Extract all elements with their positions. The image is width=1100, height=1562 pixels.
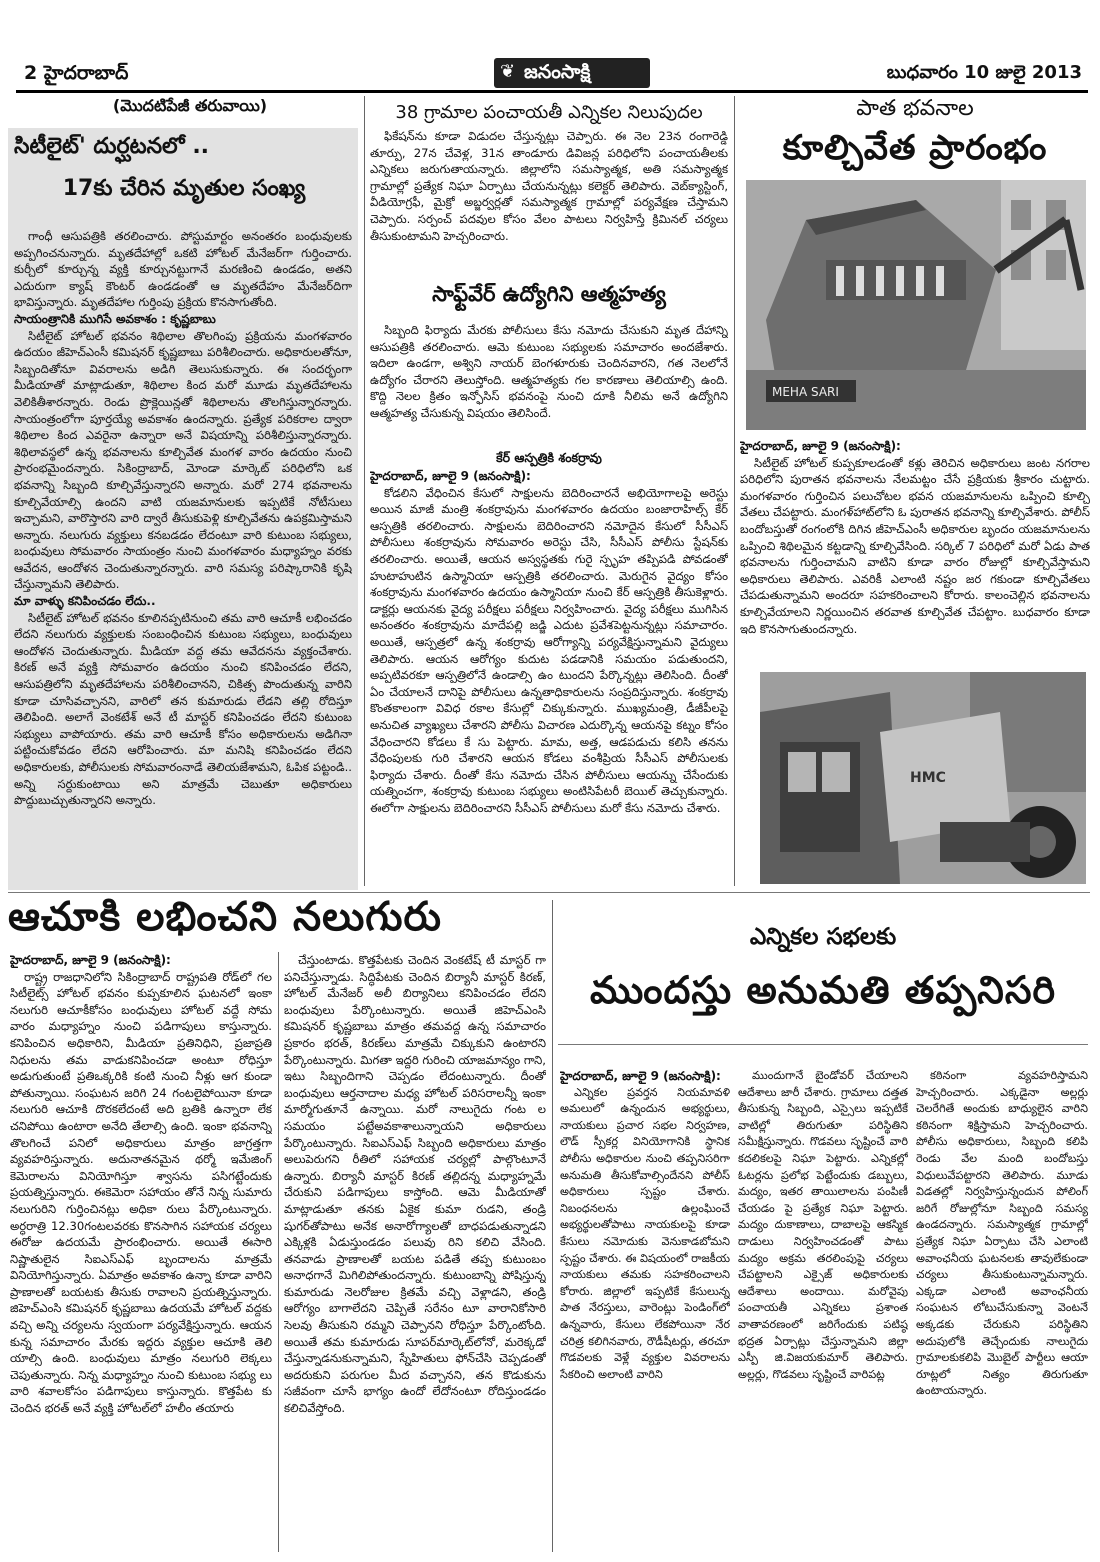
care-hospital-dateline: హైదరాబాద్, జూలై 9 (జనంసాక్షి): xyxy=(370,469,531,483)
issue-date: బుధవారం 10 జులై 2013 xyxy=(886,62,1082,83)
software-headline: సాఫ్ట్‌వేర్ ఉద్యోగిని ఆత్మహత్య xyxy=(432,282,666,306)
missing-four-col-a xyxy=(10,952,272,1552)
missing-four-para-a: రాష్ట్ర రాజధానిలోని సికింద్రాబాద్ రాష్ట్రపతి రోడ్‌లో గల సిటీలైట్స్ హోటల్ భవనం కుప్పకూలిన ఘటనలో ఇంకా నలుగురి ఆచూకీకోసం బంధువులు హోటల్ వద్దే సోమ వారం మధ్యాహ్నం నుంచి పడిగాపులు కాస్తున్నారు. కనిపించిన అధికారిని, మీడియా ప్రతినిధిని, ప్రజాప్రతి నిధులను తమ వాడుకనిపించడా అంటూ రోధిస్తూ అడుగుతుంటే ప్రతిఒక్కరికి కంటి నుంచి నీళ్లు ఆగ కుండా పోతున్నాయి. సంఘటన జరిగి 24 గంటలైపోయినా కూడా నలుగురి ఆచూకి దొరకలేదంటే అది బ్రతికి ఉన్నారా లేక చనిపోయి ఉంటారా అనేది తేలాల్సి ఉంది. ఇంకా భవనాన్ని తొలగించే పనిలో అధికారులు మాత్రం జాగ్రత్తగా వ్యవహరిస్తున్నారు. అదునాతనమైన థర్మో ఇమేజింగ్ కెమెరాలను వినియోగిస్తూ శ్వాసను పసిగట్టేందుకు ప్రయత్నిస్తున్నారు. ఈకెమెరా సహాయం తోనే నిన్న సుమారు నలుగురిని గుర్తించినట్లు అధికా రులు పేర్కొంటున్నారు. అర్ధరాత్రి 12.30గంటలవరకు కొనసాగిన సహాయక చర్యలు ఈరోజు ఉదయమే ప్రారంభించారు. అయితే ఈసారి నిష్ణాతులైన సిఐఎస్ఎఫ్ బృందాలను మాత్రమే వినియోగిస్తున్నారు. ఏమాత్రం అవకాశం ఉన్నా కూడా వారిని ప్రాణాలతో బయటకు తీసుకు రావాలని ప్రయత్నిస్తున్నారు. జిహెచ్ఎంసి కమిషనర్ కృష్ణబాబు ఉదయమే హోటల్ వద్దకు వచ్చి అన్ని చర్యలను స్వయంగా పర్యవేక్షిస్తున్నారు. ఆయన కున్న సమాచారం మేరకు ఇద్దరు వ్యక్తుల ఆచూకి తెలి యాల్సి ఉంది. బంధువులు మాత్రం నలుగురి లెక్కలు చెపుతున్నారు. నిన్న మధ్యాహ్నం నుంచి కుటుంబ సభ్యు లు వారి శవాలకోసం పడిగాపులు కాస్తున్నారు. కొత్తపేట కు చెందిన భరత్ అనే వ్యక్తి హోటల్‌లో హలీం తయారు xyxy=(10,969,272,1416)
demolition-kicker: పాత భవనాల xyxy=(856,96,974,121)
citylight-subhead-2: మా వాళ్ళు కనిపించడం లేదు.. xyxy=(14,594,156,609)
election-headline: ముందస్తు అనుమతి తప్పనిసరి xyxy=(589,968,1057,1012)
demolition-photo-2 xyxy=(760,672,1086,884)
election-para-b: ముందుగానే బైండోవర్ చేయాలని ఆదేశాలు జారీ చేశారు. గ్రామాలు దత్తత తీసుకున్న సిబ్బంది, ఎస్సైలు ఇప్పటికే వాటిల్లో తిరుగుతూ పరిస్థితిని సమీక్షిస్తున్నారు. గొడవలు సృష్టించే వారి కదలికలపై నిఘా పెట్టారు. ఎన్నికల్లో ఓటర్లను ప్రలోభ పెట్టేందుకు డబ్బులు, మద్యం, ఇతర తాయిలాలను పంపిణీ చేయడం పై ప్రత్యేక నిఘా పెట్టారు. మద్యం దుకాణాలు, దాబాలపై ఆకస్మిక దాడులు నిర్వహించడంతో పాటు మద్యం అక్రమ తరలింపుపై చర్యలు చేపట్టాలని ఎక్సైజ్ అధికారులకు ఆదేశాలు అందాయి. మరోవైపు పంచాయతీ ఎన్నికలు ప్రశాంత వాతావరణంలో జరిగేందుకు పటిష్ఠ భద్రత ఏర్పాట్లు చేస్తున్నామని జిల్లా ఎస్పీ జి.విజయకుమార్ తెలిపారు. అల్లర్లు, గొడవలు సృష్టించే వారిపట్ల xyxy=(738,1069,908,1381)
election-rule xyxy=(558,1044,1088,1045)
election-para-a: ఎన్నికల ప్రవర్తన నియమావళి అమలులో ఉన్నందున అభ్యర్థులు, నాయకులు ప్రచార సభల నిర్వహణ, లౌడ్ స్పీకర్ల వినియోగానికి స్థానిక పోలీసు అధికారుల నుంచి తప్పనిసరిగా అనుమతి తీసుకోవాల్సిందేనని పోలీస్ అధికారులు స్పష్టం చేశారు. నిబంధనలను ఉల్లంఘించే అభ్యర్థులతోపాటు నాయకులపై కూడా కేసులు నమోదుకు వెనుకాడబోమని స్పష్టం చేశారు. ఈ విషయంలో రాజకీయ నాయకులు తమకు సహకరించాలని కోరారు. జిల్లాలో ఇప్పటికే కేసులున్న పాత నేరస్తులు, వారెంట్లు పెండింగ్‌లో ఉన్నవారు, కేసులు లేకపోయినా నేర చరిత్ర కలిగినవారు, రౌడీషీటర్లు, తరచూ గొడవలకు వెళ్లే వ్యక్తుల వివరాలను సేకరించి అలాంటి వారిని xyxy=(560,1085,730,1381)
shop-sign: MEHA SARI xyxy=(772,385,839,399)
citylight-headline-1: సిటీలైట్' దుర్ఘటనలో .. xyxy=(14,134,210,159)
logo-leaf-icon: ❦ xyxy=(500,61,516,82)
machine-label: HMC xyxy=(910,770,946,786)
citylight-para-3: సిటీలైట్ హోటల్ భవనం కూలినప్పటినుంచి తమ వారి ఆచూకీ లభించడం లేదని నలుగురు వ్యక్తులకు సంబంధించిన కుటుంబ సభ్యులు, బంధువులు ఆందోళన చెందుతున్నారు. మీడియా వద్ద తమ ఆవేదనను వ్యక్తంచేశారు. కిరణ్ అనే వ్యక్తి సోమవారం ఉదయం నుంచి కనిపించడం లేదని, ఆసుపత్రిలోని మృతదేహాలను పరిశీలించానని, చికిత్స పొందుతున్న వారిని కూడా చూసివచ్చానని, వారిలో తన కుమారుడు లేడని తల్లి రోదిస్తూ తెలిపింది. అలాగే వెంకటేశ్ అనే టీ మాస్టర్ కనిపించడం లేదని కుటుంబ సభ్యులు వాపోయారు. తమ వారి ఆచూకీ కోసం అధికారులను అడిగినా పట్టించుకోవడం లేదని ఆరోపించారు. మా మనిషి కనిపించడం లేదని అధికారులకు, పోలీసులకు సోమవారంనాడే తెలియజేశామని, ఓపిక పట్టండి.. అన్ని సర్దుకుంటాయి అని మాత్రమే చెబుతూ అధికారులు పొద్దుబుచ్చుతున్నారని అన్నారు. xyxy=(14,610,352,808)
missing-four-dateline: హైదరాబాద్, జూలై 9 (జనంసాక్షి): xyxy=(10,953,171,967)
paper-name: జనంసాక్షి xyxy=(524,61,591,83)
column-divider-3 xyxy=(278,952,279,1552)
care-hospital-subhead: కేర్ ఆస్పత్రికి శంకర్రావు xyxy=(496,450,602,465)
election-kicker: ఎన్నికల సభలకు xyxy=(749,924,897,950)
care-hospital-body xyxy=(370,468,728,888)
demolition-dateline: హైదరాబాద్, జూలై 9 (జనంసాక్షి): xyxy=(740,439,901,453)
election-para-c: కఠినంగా వ్యవహరిస్తామని హెచ్చరించారు. ఎక్కడైనా అల్లర్లు చెలరేగితే అందుకు బాధ్యులైన వారిని కఠినంగా శిక్షిస్తామని హెచ్చరించారు. పోలీసు అధికారులు, సిబ్బంది కలిపి రెండు వేల మంది బందోబస్తు విధులువేపట్టారని తెలిపారు. మూడు విడతల్లో నిర్వహిస్తున్నందున పోలింగ్ జరిగే రోజుల్లోనూ సిబ్బంది సమస్య ఉండదన్నారు. సమస్యాత్మక గ్రామాల్లో ప్రత్యేక నిఘా ఏర్పాటు చేసి ఎలాంటి అవాంఛనీయ ఘటనలకు తావులేకుండా చర్యలు తీసుకుంటున్నామన్నారు. ఎక్కడా ఎలాంటి అవాంఛనీయ సంఘటన లోటుచేసుకున్నా వెంటనే అక్కడకు చేరుకుని పరిస్థితిని అదుపులోకి తెచ్చేందుకు నాలుగైదు గ్రామాలకుకలిపి మొబైల్ పార్టీలు ఆయా రూట్లలో నిత్యం తిరుగుతూ ఉంటాయన్నారు. xyxy=(916,1069,1088,1398)
column-divider-4 xyxy=(552,900,553,1552)
missing-four-para-b: చేస్తుంటాడు. కొత్తపేటకు చెందిన వెంకటేష్ టీ మాస్టర్ గా పనిచేస్తున్నాడు. సిద్ధిపేటకు చెందిన బిర్యానీ మాస్టర్ కిరణ్, హోటల్ మేనేజర్ అలీ బిర్యానిలు కనిపించడం లేదని బంధువులు పేర్కొంటున్నారు. అయితే జిహెచ్ఎంసి కమిషనర్ కృష్ణబాబు మాత్రం తమవద్ద ఉన్న సమాచారం ప్రకారం భరత్, కిరణ్‌లు మాత్రమే చిక్కుకుని ఉంటారని పేర్కొంటున్నారు. మిగతా ఇద్దరి గురించి యాజమాన్యం గాని, ఇటు సిబ్బందిగాని చెప్పడం లేదంటున్నారు. దీంతో బంధువులు ఆర్తనాదాల మధ్య హోటల్ పరిసరాలన్నీ ఇంకా మార్మోగుతూనే ఉన్నాయి. మరో నాలుగైదు గంట ల సమయం పట్టేఅవకాశాలున్నాయని అధికారులు పేర్కొంటున్నారు. సిఐఎస్ఎఫ్ సిబ్బంది అధికారులు మాత్రం అలుపెరుగని రీతిలో సహాయక చర్యల్లో పాల్గొంటూనే ఉన్నారు. బిర్యానీ మాస్టర్ కిరణ్ తల్లిదన్న మధ్యాహ్నమే చేరుకుని పడిగాపులు కాస్తోంది. ఆమె మీడియాతో మాట్లాడుతూ తనకు ఏకైక కుమా రుడని, తండ్రి షుగర్‌తోపాటు అనేక అనారోగ్యాలతో బాధపడుతున్నాడని ఎక్కిళ్లకి ఏడుస్తుండడం పలువు రిని కలిచి వేసింది. తనవాడు ప్రాణాలతో బయట పడితే తప్ప కుటుంబం అనాధగానే మిగిలిపోతుందన్నారు. కుటుంబాన్ని పోషిస్తున్న కుమారుడు నెలరోజుల క్రితమే వచ్చి వెళ్లాడని, తండ్రి ఆరోగ్యం బాగాలేదని చెప్పితే సరేనం టూ వారానికోసారి సెలవు తీసుకుని రమ్మని చెప్పానని రోధిస్తూ పేర్కొంటోంది. అయితే తమ కుమారుడు సూపర్‌మార్కెట్‌లోనో, మరెక్కడో చేస్తున్నాడనుకున్నామని, స్నేహితులు ఫోన్‌చేసి చెప్పడంతో అదరుకుని పరుగుల మీద వచ్చానని, తన కొడుకును సజీవంగా చూసే భాగ్యం ఉందో లేదోనంటూ రోదిస్తుండడం కలిచివేస్తోంది. xyxy=(284,953,546,1416)
citylight-para-2: సిటీలైట్ హోటల్ భవనం శిథిలాల తొలగింపు ప్రక్రియను మంగళవారం ఉదయం జీహెచ్‌ఎంసీ కమిషనర్ కృష్ణబాబు పరిశీలించారు. అధికారులతోనూ, సిబ్బందితోనూ వివరాలను అడిగి తెలుసుకున్నారు. ఈ సందర్భంగా మీడియాతో మాట్లాడుతూ, శిథిలాల కింద మరో మూడు మృతదేహాలను వెలికితీశారన్నారు. రెండు ప్రొక్లెయిన్లతో శిథిలాలను తొలగిస్తున్నారన్నారు. సాయంత్రంలోగా పూర్తయ్యే అవకాశం ఉందన్నారు. ప్రత్యేక పరికరాల ద్వారా శిథిలాల కింద ఎవరైనా ఉన్నారా అనే విషయాన్ని పరిశీలిస్తున్నారన్నారు. శిథిలావస్థలో ఉన్న భవనాలను కూల్చివేత మంగళ వారం ఉదయం నుంచి ప్రారంభమైందన్నారు. సికింద్రాబాద్, మోండా మార్కెట్ పరిధిలోని ఒక భవనాన్ని సిబ్బంది కూల్చివేస్తున్నారని అన్నారు. మరో 274 భవనాలను కూల్చివేయాల్సి ఉందని వాటి యజమానులకు ఇప్పటికే నోటీసులు ఇచ్చామని, వారొస్తారని వారి ద్వారే తీసుకుపెళ్లి కూల్చివేతను ఉపక్రమిస్తామని అన్నారు. నలుగురు వ్యక్తులు కనబడడం లేదంటూ వారి కుటుంబ సభ్యులు, బంధువులు సోమవారం సాయంత్రం నుంచి మంగళవారం మధ్యాహ్నం వరకు ఆవేదన, ఆందోళన చెందుతున్నారన్నారు. వారి సమస్య పరిష్కారానికి కృషి చేస్తున్నామని తెలిపారు. xyxy=(14,328,352,592)
paper-logo xyxy=(494,58,650,88)
continued-label: (మొదటిపేజీ తరువాయి) xyxy=(112,96,268,115)
election-col-b xyxy=(738,1068,908,1552)
column-divider-1 xyxy=(364,96,365,886)
panchayat-headline: 38 గ్రామాల పంచాయతీ ఎన్నికల నిలుపుదల xyxy=(395,102,703,123)
demolition-photo-1 xyxy=(746,180,1086,430)
citylight-para-1: గాంధీ ఆసుపత్రికి తరలించారు. పోస్టుమార్టం అనంతరం బంధువులకు అప్పగించనున్నారు. మృతదేహాల్లో ఒకటి హోటల్ మేనేజర్‌గా గుర్తించారు. కుర్చీలో కూర్చున్న వ్యక్తి కూర్చునట్టుగానే మరణించి ఉండడం, అతని ఎదురుగా క్యాష్ కౌంటర్ ఉండడంతో ఆ మృతదేహం మేనేజర్‌దిగా భావిస్తున్నారు. మృతదేహాల గుర్తింపు ప్రక్రియ కొనసాగుతోంది. xyxy=(14,229,352,310)
missing-four-col-b xyxy=(284,952,546,1552)
citylight-body xyxy=(14,228,352,888)
election-col-a xyxy=(560,1068,730,1552)
panchayat-para: ఫికేషన్‌ను కూడా విడుదల చేస్తున్నట్లు చెప్పారు. ఈ నెల 23న రంగారెడ్డి తూర్పు, 27న చేవెళ్ల, 31న తాండూరు డివిజన్ల పరిధిలోని పంచాయతీలకు ఎన్నికలు జరుగుతాయన్నారు. జిల్లాలోని సమస్యాత్మక, అతి సమస్యాత్మక గ్రామాల్లో ప్రత్యేక నిఘా ఏర్పాటు చేయనున్నట్లు కలెక్టర్ తెలిపారు. వెబ్‌క్యాస్టింగ్, వీడియోగ్రఫీ, మైక్రో అబ్జర్వర్లతో సమస్యాత్మక గ్రామాల్లో పర్యవేక్షణ చేస్తామని చెప్పారు. సర్పంచ్ పదవుల కోసం వేలం పాటలు నిర్వహిస్తే క్రిమినల్ చర్యలు తీసుకుంటామని హెచ్చరించారు. xyxy=(370,129,728,243)
column-divider-2 xyxy=(734,96,735,886)
demolition-body xyxy=(740,438,1090,658)
section-divider xyxy=(8,892,1090,893)
missing-four-headline: ఆచూకి లభించని నలుగురు xyxy=(8,894,443,940)
demolition-headline: కూల్చివేత ప్రారంభం xyxy=(782,128,1048,168)
masthead-rule xyxy=(16,90,1088,93)
masthead xyxy=(16,58,1088,90)
care-hospital-para: కోడలిని వేధించిన కేసులో సాక్షులను బెదిరించారనే అభియోగాలపై అరెస్టు అయిన మాజీ మంత్రి శంకర్రావును మంగళవారం ఉదయం బంజారాహిల్స్ కేర్ ఆస్పత్రికి తరలించారు. సాక్షులను బెదిరించారని నమోదైన కేసులో సీసీఎస్ పోలీసులు శంకర్రావును సోమవారం అరెస్టు చేసి, సీసీఎస్ పోలీసు స్టేషన్‌కు తరలించారు. అయితే, ఆయన అస్వస్థతకు గురై స్పృహ తప్పిపడి పోవడంతో హుటాహుటిన ఉస్మానియా ఆస్పత్రికి తరలించారు. మెరుగైన వైద్యం కోసం శంకర్రావును మంగళవారం ఉదయం ఉస్మానియా నుంచి కేర్ ఆస్పత్రికి తీసుకెళ్లారు. డాక్టర్లు ఆయనకు వైద్య పరీక్షలు పరీక్షలు నిర్వహించారు. వైద్య పరీక్షలు ముగిసిన అనంతరం శంకర్రావును మాదేపల్లి జడ్జి ఎదుట ప్రవేశపెట్టనున్నట్లు సమాచారం. అయితే, ఆస్పత్రలో ఉన్న శంకర్రావు ఆరోగ్యాన్ని పర్యవేక్షిస్తున్నామని వైద్యులు తెలిపారు. ఆయన ఆరోగ్యం కుదుట పడడానికి సమయం పడుతుందని, అప్పటివరకూ ఆస్పత్రిలోనే ఉండాల్సి ఉం టుందని పేర్కొన్నట్లు తెలిసింది. దీంతో ఏం చేయాలనే దానిపై పోలీసులు ఉన్నతాధికారులను సంప్రదిస్తున్నారు. శంకర్రావు కొంతకాలంగా వివిధ రకాల కేసుల్లో చిక్కుకున్నారు. ముఖ్యమంత్రి, డీజీపీలపై అనుచిత వ్యాఖ్యలు చేశారని పోలీసు విచారణ ఎదుర్కొన్న ఆయనపై కట్నం కోసం వేధించారని కోడలు కే సు పెట్టారు. మామ, అత్త, ఆడపడుచు కలిసి తనను వేధింపులకు గురి చేశారని ఆయన కోడలు వంశీప్రియ సీసీఎస్ పోలీసులకు ఫిర్యాదు చేశారు. దీంతో కేసు నమోదు చేసిన పోలీసులు ఆయన్ను చేసేందుకు యత్నించగా, శంకర్రావు కుటుంబ సభ్యులు అంటిసిపేటరీ బెయిల్ తెచ్చుకున్నారు. ఈలోగా సాక్షులను బెదిరించారని సీసీఎస్ పోలీసులు మరో కేసు నమోదు చేశారు. xyxy=(370,485,728,815)
citylight-subhead-1: సాయంత్రానికి ముగిసే అవకాశం : కృష్ణబాబు xyxy=(14,311,216,326)
software-body xyxy=(370,322,728,440)
election-dateline: హైదరాబాద్, జూలై 9 (జనంసాక్షి): xyxy=(560,1069,721,1083)
demolition-para: సిటీలైట్ హోటల్ కుప్పకూలడంతో కళ్లు తెరిచిన అధికారులు జంట నగరాల పరిధిలోని పురాతన భవనాలను నేలమట్టం చేసే ప్రక్రియకు శ్రీకారం చుట్టారు. మంగళవారం గుర్తించిన పలుచోటల భవన యజమానులను ఒప్పించి కూల్చి వేతలు చేపట్టారు. మంగళ్‌హాట్‌లోని ఓ పురాతన భవనాన్ని కూల్చివేశారు. పోలీస్ బందోబస్తుతో రంగంలోకి దిగిన జీహెచ్‌ఎంసీ అధికారుల బృందం యజమానులను ఒప్పించి శిథిలమైన కట్టడాన్ని కూల్చివేసింది. సర్కిల్ 7 పరిధిలో మరో ఏడు పాత భవనాలను గుర్తించామని వాటిని కూడా వారం రోజుల్లో కూల్చివేస్తామని అధికారులు తెలిపారు. ఎవరికీ ఎలాంటి నష్టం జర గకుండా కూల్చివేతలు చేపడుతున్నామని అందరూ సహకరించాలని కోరారు. కాలంచెల్లిన భవనాలను కూల్చివేయాలని నిర్ణయించిన తరవాత కూల్చివేత చేపట్టాం. బుధవారం కూడా ఇది కొనసాగుతుందన్నారు. xyxy=(740,455,1090,636)
panchayat-body xyxy=(370,128,728,278)
excavator-image xyxy=(760,672,1086,884)
page-label: 2 హైదరాబాద్ xyxy=(24,62,129,84)
election-col-c xyxy=(916,1068,1088,1552)
software-para: సిబ్బంది ఫిర్యాదు మేరకు పోలీసులు కేసు నమోదు చేసుకుని మృత దేహాన్ని ఆసుపత్రికి తరలించారు. ఆమె కుటుంబ సభ్యులకు సమాచారం అందజేశారు. ఇదిలా ఉండగా, అశ్విని నాయర్ బెంగళూరుకు చెందినవారని, గత నెలలోనే ఉద్యోగం చేరారని తెలుస్తోంది. ఆత్మహత్యకు గల కారణాలు తెలియాల్సి ఉంది. కొద్ది నెలల క్రితం ఇన్ఫోసిస్ భవనంపై నుంచి దూకి నీలిమ అనే ఉద్యోగిని ఆత్మహత్య చేసుకున్న విషయం తెలిసిందే. xyxy=(370,323,728,420)
building-demolition-image xyxy=(746,180,1086,430)
citylight-headline-2: 17కు చేరిన మృతుల సంఖ్య xyxy=(62,176,306,201)
